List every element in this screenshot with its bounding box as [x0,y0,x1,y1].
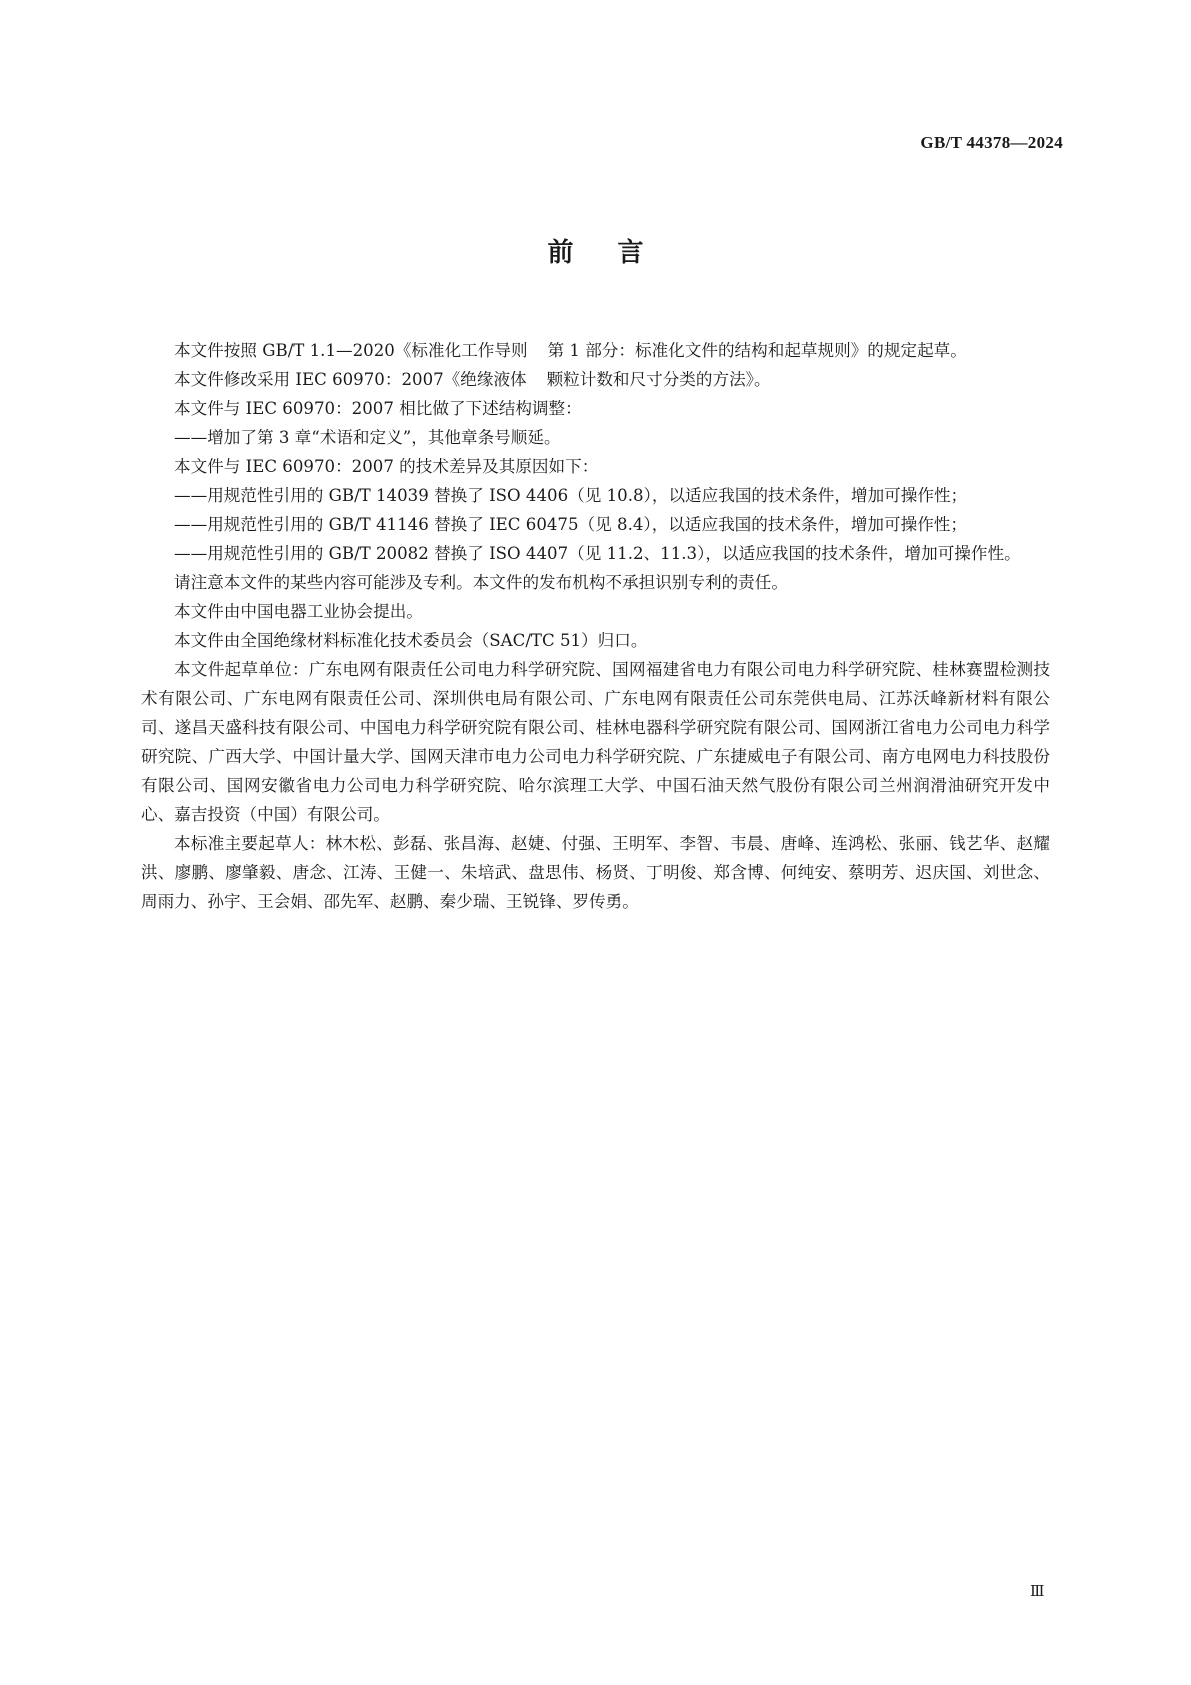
page-number: Ⅲ [1030,1584,1044,1600]
paragraph-adoption-part1: 本文件修改采用 IEC 60970：2007《绝缘液体 [174,370,527,389]
paragraph-proposer: 本文件由中国电器工业协会提出。 [174,602,423,621]
list-item-difference-1: ——用规范性引用的 GB/T 14039 替换了 ISO 4406（见 10.8），以适应我国的技术条件，增加可操作性； [174,486,968,505]
paragraph-adoption-part2: 颗粒计数和尺寸分类的方法》。 [546,370,771,389]
paragraph-patent-notice: 请注意本文件的某些内容可能涉及专利。本文件的发布机构不承担识别专利的责任。 [174,573,788,592]
page-title: 前言 [547,238,688,268]
paragraph-structure-changes: 本文件与 IEC 60970：2007 相比做了下述结构调整： [174,399,582,418]
list-item-structure-change: ——增加了第 3 章“术语和定义”，其他章条号顺延。 [174,428,561,447]
paragraph-adoption [141,365,1050,394]
paragraph-drafting-rules-part2: 第 1 部分：标准化文件的结构和起草规则》的规定起草。 [547,341,967,360]
paragraph-drafting-organizations: 本文件起草单位：广东电网有限责任公司电力科学研究院、国网福建省电力有限公司电力科学研究院、桂林赛盟检测技术有限公司、广东电网有限责任公司、深圳供电局有限公司、广东电网有限责任公司东莞供电局、江苏沃峰新材料有限公司、遂昌天盛科技有限公司、中国电力科学研究院有限公司、桂林电器科学研究院有限公司、国网浙江省电力公司电力科学研究院、广西大学、中国计量大学、国网天津市电力公司电力科学研究院、广东捷威电子有限公司、南方电网电力科技股份有限公司、国网安徽省电力公司电力科学研究院、哈尔滨理工大学、中国石油天然气股份有限公司兰州润滑油研究开发中心、嘉吉投资（中国）有限公司。 [141,660,1050,824]
standard-code: GB/T 44378—2024 [920,133,1063,152]
paragraph-committee: 本文件由全国绝缘材料标准化技术委员会（SAC/TC 51）归口。 [174,631,648,650]
paragraph-drafters: 本标准主要起草人：林木松、彭磊、张昌海、赵婕、付强、王明军、李智、韦晨、唐峰、连鸿松、张丽、钱艺华、赵耀洪、廖鹏、廖肇毅、唐念、江涛、王健一、朱培武、盘思伟、杨贤、丁明俊、郑含博、何纯安、蔡明芳、迟庆国、刘世念、周雨力、孙宇、王会娟、邵先军、赵鹏、秦少瑞、王锐锋、罗传勇。 [141,834,1050,911]
list-item-difference-2: ——用规范性引用的 GB/T 41146 替换了 IEC 60475（见 8.4），以适应我国的技术条件，增加可操作性； [174,515,967,534]
document-body [141,336,1050,916]
list-item-difference-3: ——用规范性引用的 GB/T 20082 替换了 ISO 4407（见 11.2、11.3），以适应我国的技术条件，增加可操作性。 [174,544,1021,563]
paragraph-drafting-rules [141,336,1050,365]
paragraph-drafting-rules-part1: 本文件按照 GB/T 1.1—2020《标准化工作导则 [174,341,528,360]
paragraph-technical-differences: 本文件与 IEC 60970：2007 的技术差异及其原因如下： [174,457,599,476]
